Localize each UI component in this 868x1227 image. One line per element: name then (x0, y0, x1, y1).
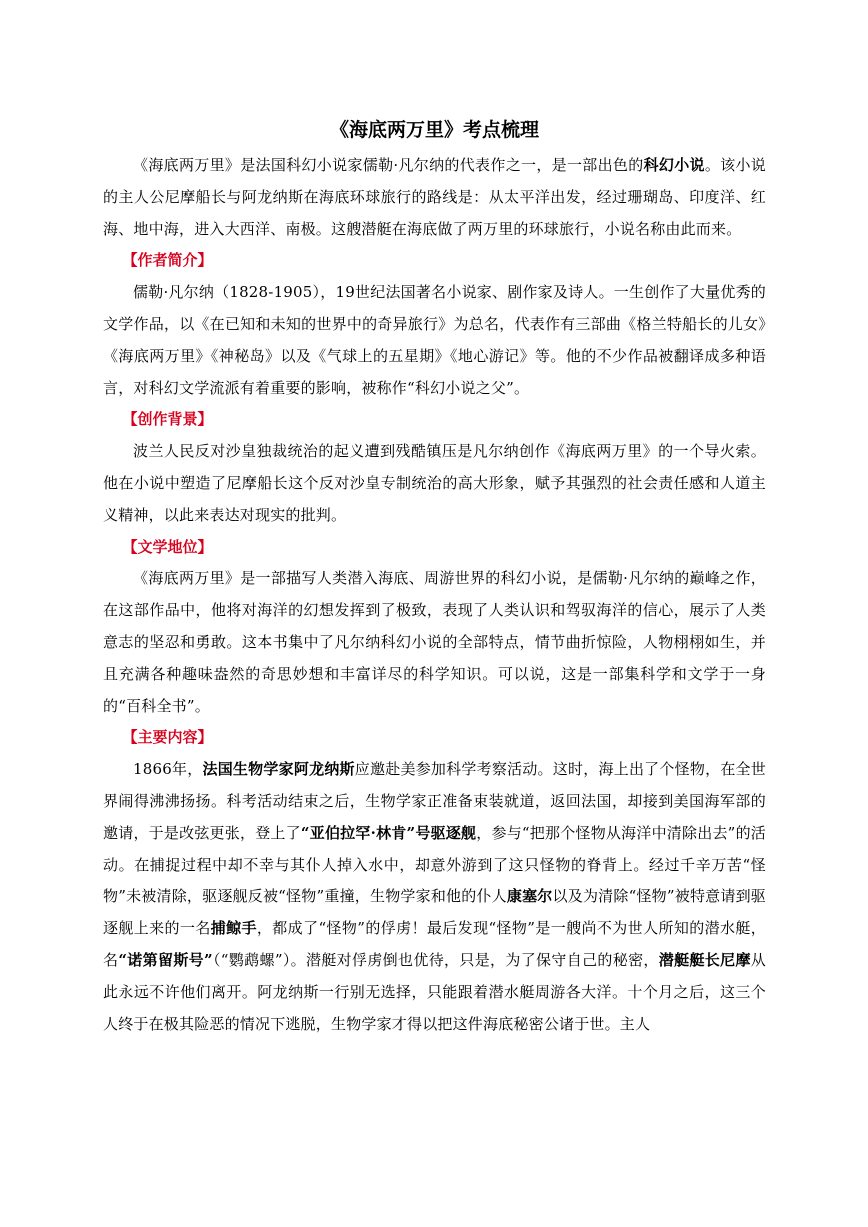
intro-text-1: 《海底两万里》是法国科幻小说家儒勒·凡尔纳的代表作之一，是一部出色的 (133, 156, 644, 174)
main-bold-harpooner: 捕鲸手 (210, 919, 257, 938)
main-text-2: 应邀赴美参加科学考察活动。这时，海上出了个怪物，在全世界闹得沸沸扬扬。科考活动结束之后，生物学家正准备束装就道，返回法国，却接到美国海军部的邀请，于是改弦更张，登上了 (103, 760, 766, 842)
main-text-1: 1866年， (133, 760, 203, 779)
main-bold-captain-nemo: 潜艇艇长尼摩 (658, 950, 751, 969)
page-title: 《海底两万里》考点梳理 (329, 119, 539, 141)
section-text-main-content (103, 754, 766, 1040)
section-heading-background: 【创作背景】 (122, 410, 213, 429)
intro-paragraph (103, 150, 766, 245)
intro-bold-genre: 科幻小说 (643, 156, 705, 174)
main-bold-nautilus: “诺第留斯号” (118, 950, 213, 969)
section-heading-literary-status: 【文学地位】 (122, 537, 213, 556)
main-text-7: 从此永远不许他们离开。阿龙纳斯一行别无选择，只能跟着潜水艇周游各大洋。十个月之后，这三个人终于在极其险恶的情况下逃脱，生物学家才得以把这件海底秘密公诸于世。主人 (103, 950, 766, 1033)
section-text-author: 儒勒·凡尔纳（1828-1905），19世纪法国著名小说家、剧作家及诗人。一生创作了大量优秀的文学作品，以《在已知和未知的世界中的奇异旅行》为总名，代表作有三部曲《格兰特船长的儿女》《海底两万里》《神秘岛》以及《气球上的五星期》《地心游记》等。他的不少作品被翻译成多种语言，对科幻文学流派有着重要的影响，被称作“科幻小说之父”。 (103, 283, 766, 397)
section-text-literary-status: 《海底两万里》是一部描写人类潜入海底、周游世界的科幻小说，是儒勒·凡尔纳的巅峰之作，在这部作品中，他将对海洋的幻想发挥到了极致，表现了人类认识和驾驭海洋的信心，展示了人类意志的坚忍和勇敢。这本书集中了凡尔纳科幻小说的全部特点，情节曲折惊险，人物栩栩如生，并且充满各种趣味盎然的奇思妙想和丰富详尽的科学知识。可以说，这是一部集科学和文学于一身的“百科全书”。 (103, 569, 766, 715)
main-text-6: （“鹦鹉螺”）。潜艇对俘虏倒也优待，只是，为了保守自己的秘密， (212, 950, 659, 969)
main-text-3: ，参与“把那个怪物从海洋中清除出去”的活动。在捕捉过程中却不幸与其仆人掉入水中，却意外游到了这只怪物的脊背上。经过千辛万苦“怪物”未被清除，驱逐舰反被“怪物”重撞，生物学家和他的仆人 (103, 823, 766, 906)
section-text-background: 波兰人民反对沙皇独裁统治的起义遭到残酷镇压是凡尔纳创作《海底两万里》的一个导火索。他在小说中塑造了尼摩船长这个反对沙皇专制统治的高大形象，赋予其强烈的社会责任感和人道主义精神，以此来表达对现实的批判。 (103, 442, 766, 524)
main-bold-conseil: 康塞尔 (506, 887, 553, 906)
section-heading-author: 【作者简介】 (122, 251, 213, 270)
main-bold-destroyer: “亚伯拉罕·林肯”号驱逐舰 (300, 823, 477, 842)
main-text-4: 以及为清除“怪物”被特意请到驱逐舰上来的一名 (103, 887, 767, 938)
main-bold-biologist: 法国生物学家阿龙纳斯 (202, 760, 355, 779)
main-text-5: ，都成了“怪物”的俘虏！最后发现“怪物”是一艘尚不为世人所知的潜水艇，名 (103, 919, 766, 969)
document-body (103, 112, 766, 1040)
section-heading-main-content: 【主要内容】 (122, 728, 213, 747)
intro-text-2: 。该小说的主人公尼摩船长与阿龙纳斯在海底环球旅行的路线是：从太平洋出发，经过珊瑚岛、印度洋、红海、地中海，进入大西洋、南极。这艘潜艇在海底做了两万里的环球旅行，小说名称由此而来。 (103, 156, 766, 238)
